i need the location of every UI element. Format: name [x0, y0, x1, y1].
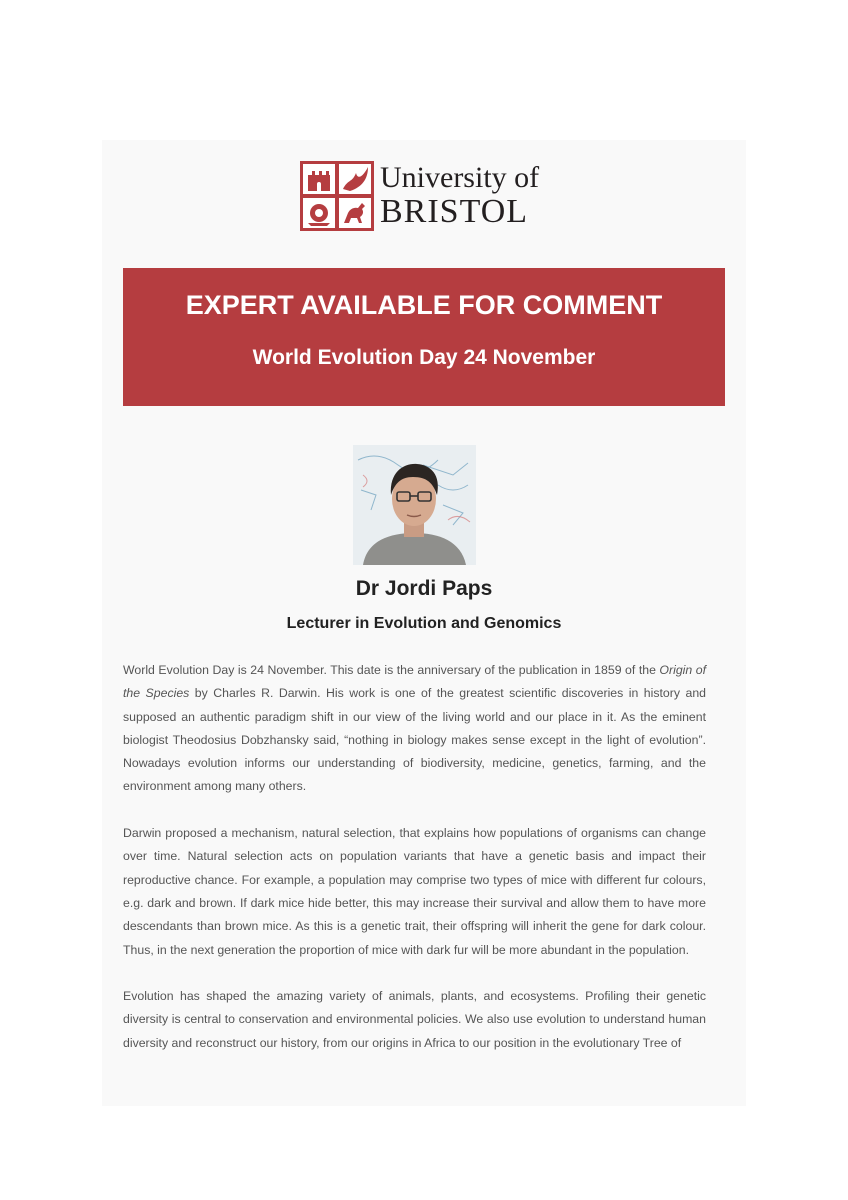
- paragraph-1-text-b: by Charles R. Darwin. His work is one of the greatest scientific discoveries in history and supposed an authentic paradigm shift in our view of the living world and our place in it. As the eminent biologist Theodosius Dobzhansky said, “nothing in biology makes sense except in the light of evolution”. Nowadays evolution informs our understanding of biodiversity, medicine, genetics, farming, and the environment among many others.: [123, 686, 706, 794]
- article-paragraph-1: [123, 659, 706, 799]
- paragraph-1-text-a: World Evolution Day is 24 November. This date is the anniversary of the publication in 1859 of the: [123, 663, 660, 677]
- book-title-italic: Origin of the Species: [123, 663, 706, 701]
- article-paragraph-3: Evolution has shaped the amazing variety of animals, plants, and ecosystems. Profiling their genetic diversity is central to conservation and environmental policies. We also use evolution to understand human diversity and reconstruct our history, from our origins in Africa to our position in the evolutionary Tree of: [123, 989, 706, 1050]
- article-paragraph-2: Darwin proposed a mechanism, natural selection, that explains how populations of organisms can change over time. Natural selection acts on population variants that have a genetic basis and impact their reproductive chance. For example, a population may comprise two types of mice with different fur colours, e.g. dark and brown. If dark mice hide better, this may increase their survival and allow them to have more descendants than brown mice. As this is a genetic trait, their offspring will inherit the gene for dark colour. Thus, in the next generation the proportion of mice with dark fur will be more abundant in the population.: [123, 826, 706, 957]
- expert-photo: [353, 445, 476, 565]
- expert-name: Dr Jordi Paps: [355, 577, 493, 600]
- press-release-card: [102, 140, 746, 1106]
- banner-subtitle: World Evolution Day 24 November: [252, 346, 596, 369]
- logo-text-university-of: University of: [380, 161, 540, 194]
- announcement-banner: [123, 268, 725, 406]
- article-body: [123, 659, 706, 1078]
- banner-title: EXPERT AVAILABLE FOR COMMENT: [185, 290, 663, 320]
- university-logo: [300, 160, 550, 232]
- university-crest-icon: [300, 161, 374, 231]
- logo-text-bristol: BRISTOL: [380, 193, 529, 230]
- expert-role: Lecturer in Evolution and Genomics: [286, 615, 562, 632]
